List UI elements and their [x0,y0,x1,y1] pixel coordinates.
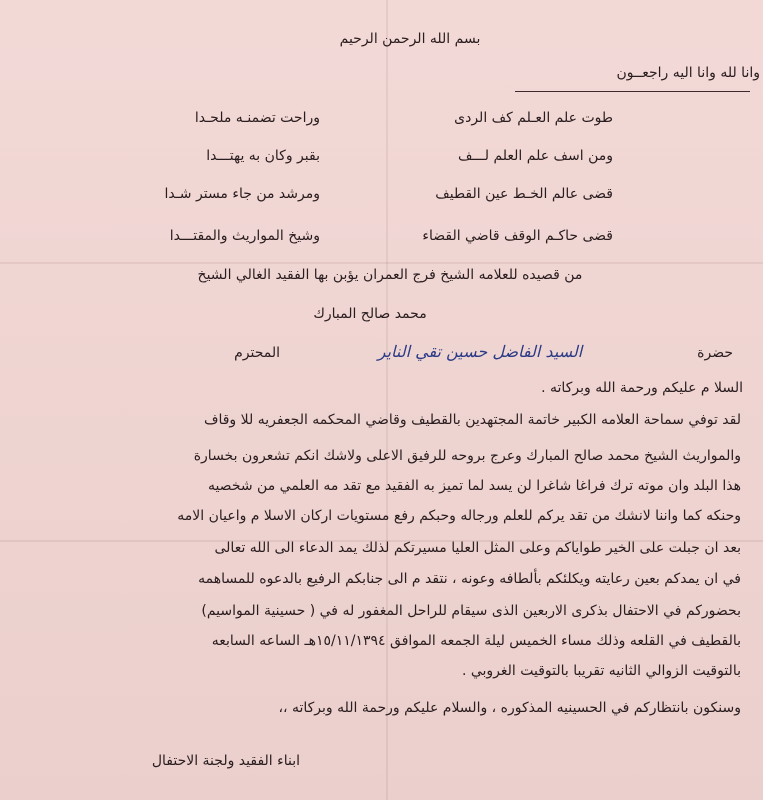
body-line: والمواريث الشيخ محمد صالح المبارك وعرج بروحه للرفيق الاعلى ولاشك انكم تشعرون بخسارة [193,448,741,464]
basmala-heading: بسم الله الرحمن الرحيم [339,31,481,47]
signature-line: ابناء الفقيد ولجنة الاحتفال [151,753,300,769]
verse-underline [515,91,750,92]
body-line: لقد توفي سماحة العلامه الكبير خاتمة المجتهدين بالقطيف وقاضي المحكمه الجعفريه للا وقاف [203,412,741,428]
poem-verse-1-second-half: وراحت تضمنـه ملحـدا [194,110,320,126]
poem-source-line: من قصيده للعلامه الشيخ فرج العمران يؤبن بها الفقيد الغالي الشيخ [197,267,583,283]
body-line: بالقطيف في القلعه وذلك مساء الخميس ليلة الجمعه الموافق ١٥/١١/١٣٩٤هـ الساعه السابعه [211,633,741,649]
fold-crease-vertical [386,0,388,800]
address-prefix: حضرة [697,345,733,361]
poem-verse-4-second-half: وشيخ المواريث والمقتـــدا [169,228,320,244]
body-line: في ان يمدكم بعين رعايته ويكلئكم بألطافه وعونه ، نتقد م الى جنابكم الرفيع بالدعوه للمساهمه [198,571,741,587]
body-line: بعد ان جبلت على الخير طواياكم وعلى المثل العليا مسيرتكم لذلك يمد الدعاء الى الله تعالى [214,540,741,556]
poem-verse-4-first-half: قضى حاكـم الوقف قاضي القضاء [422,228,613,244]
poem-verse-2-second-half: بقبر وكان به يهتـــدا [206,148,320,164]
address-honorific: المحترم [234,345,280,361]
handwritten-recipient-name: السيد الفاضل حسين تقي الناير [377,342,583,361]
body-line: وحنكه كما واننا لانشك من تقد يركم للعلم ورجاله وحبكم رفع مستويات اركان الاسلا م واعيان الامه [177,508,741,524]
poem-verse-3-first-half: قضى عالم الخـط عين القطيف [435,186,613,202]
poem-verse-1-first-half: طوت علم العـلم كف الردى [454,110,613,126]
quran-verse: وانا لله وانا اليه راجعــون [616,65,760,81]
body-line: بحضوركم في الاحتفال بذكرى الاربعين الذى سيقام للراحل المغفور له في ( حسينية المواسيم) [201,603,741,619]
body-line: وسنكون بانتظاركم في الحسينيه المذكوره ، والسلام عليكم ورحمة الله وبركاته ،، [278,700,741,716]
poem-verse-2-first-half: ومن اسف علم العلم لـــف [457,148,613,164]
fold-crease-horizontal [0,262,763,264]
greeting-line: السلا م عليكم ورحمة الله وبركاته . [541,380,743,396]
body-line: بالتوقيت الزوالي الثانيه تقريبا بالتوقيت الغروبي . [461,663,741,679]
deceased-name: محمد صالح المبارك [313,306,427,322]
body-line: هذا البلد وان موته ترك فراغا شاغرا لن يسد لما تميز به الفقيد مع تقد مه العلمي من شخصيه [207,478,741,494]
poem-verse-3-second-half: ومرشد من جاء مستر شـدا [164,186,320,202]
